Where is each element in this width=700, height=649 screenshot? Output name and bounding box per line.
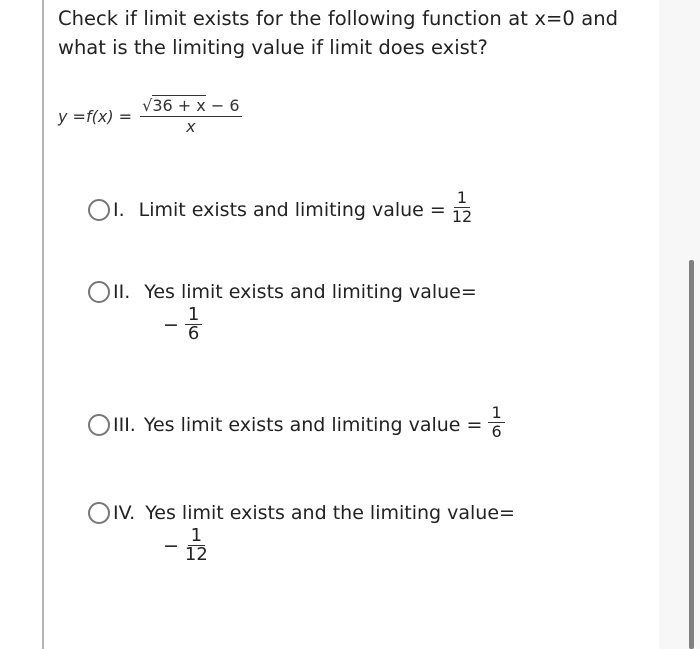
denominator: 12 — [451, 207, 473, 226]
option-4-value — [163, 527, 208, 564]
radio-option-3[interactable] — [88, 414, 110, 436]
numerator: 1 — [488, 404, 504, 423]
option-numeral: III. — [113, 414, 136, 436]
option-1[interactable] — [88, 188, 473, 226]
denominator: 6 — [491, 422, 502, 441]
option-text: Yes limit exists and the limiting value= — [145, 502, 515, 524]
option-numeral: II. — [113, 281, 131, 303]
formula-lhs: y = — [58, 107, 86, 126]
scrollbar-thumb[interactable] — [689, 260, 694, 649]
option-2-value — [163, 306, 202, 343]
formula-eq: = — [113, 107, 138, 126]
formula-fraction — [140, 96, 241, 137]
minus-sign: − — [163, 534, 179, 557]
numerator: 1 — [188, 527, 205, 546]
radio-option-1[interactable] — [88, 199, 110, 221]
formula-denominator: x — [186, 117, 196, 136]
denominator: 12 — [184, 544, 208, 565]
option-fraction — [185, 527, 208, 564]
radicand: 36 + x — [152, 96, 206, 115]
option-text: Limit exists and limiting value = — [138, 199, 446, 221]
option-4[interactable] — [88, 502, 515, 524]
option-text: Yes limit exists and limiting value = — [143, 414, 483, 436]
function-formula — [58, 96, 245, 137]
option-3[interactable] — [88, 403, 505, 441]
sqrt-symbol: √ — [142, 96, 153, 115]
option-numeral: IV. — [113, 502, 136, 524]
question-text: Check if limit exists for the following function at x=0 and what is the limiting value if limit does exist? — [58, 7, 618, 59]
option-fraction — [452, 189, 472, 226]
minus-sign: − — [163, 313, 179, 336]
formula-numerator — [140, 96, 241, 117]
option-fraction — [185, 306, 202, 343]
option-fraction — [488, 404, 504, 441]
option-text: Yes limit exists and limiting value= — [144, 281, 477, 303]
radio-option-2[interactable] — [88, 281, 110, 303]
formula-minus: − 6 — [205, 96, 240, 115]
option-2[interactable] — [88, 281, 477, 303]
denominator: 6 — [187, 323, 200, 344]
numerator: 1 — [185, 306, 202, 325]
numerator: 1 — [454, 189, 470, 208]
radio-option-4[interactable] — [88, 502, 110, 524]
formula-fx: f(x) — [85, 107, 114, 126]
option-numeral: I. — [113, 199, 125, 221]
